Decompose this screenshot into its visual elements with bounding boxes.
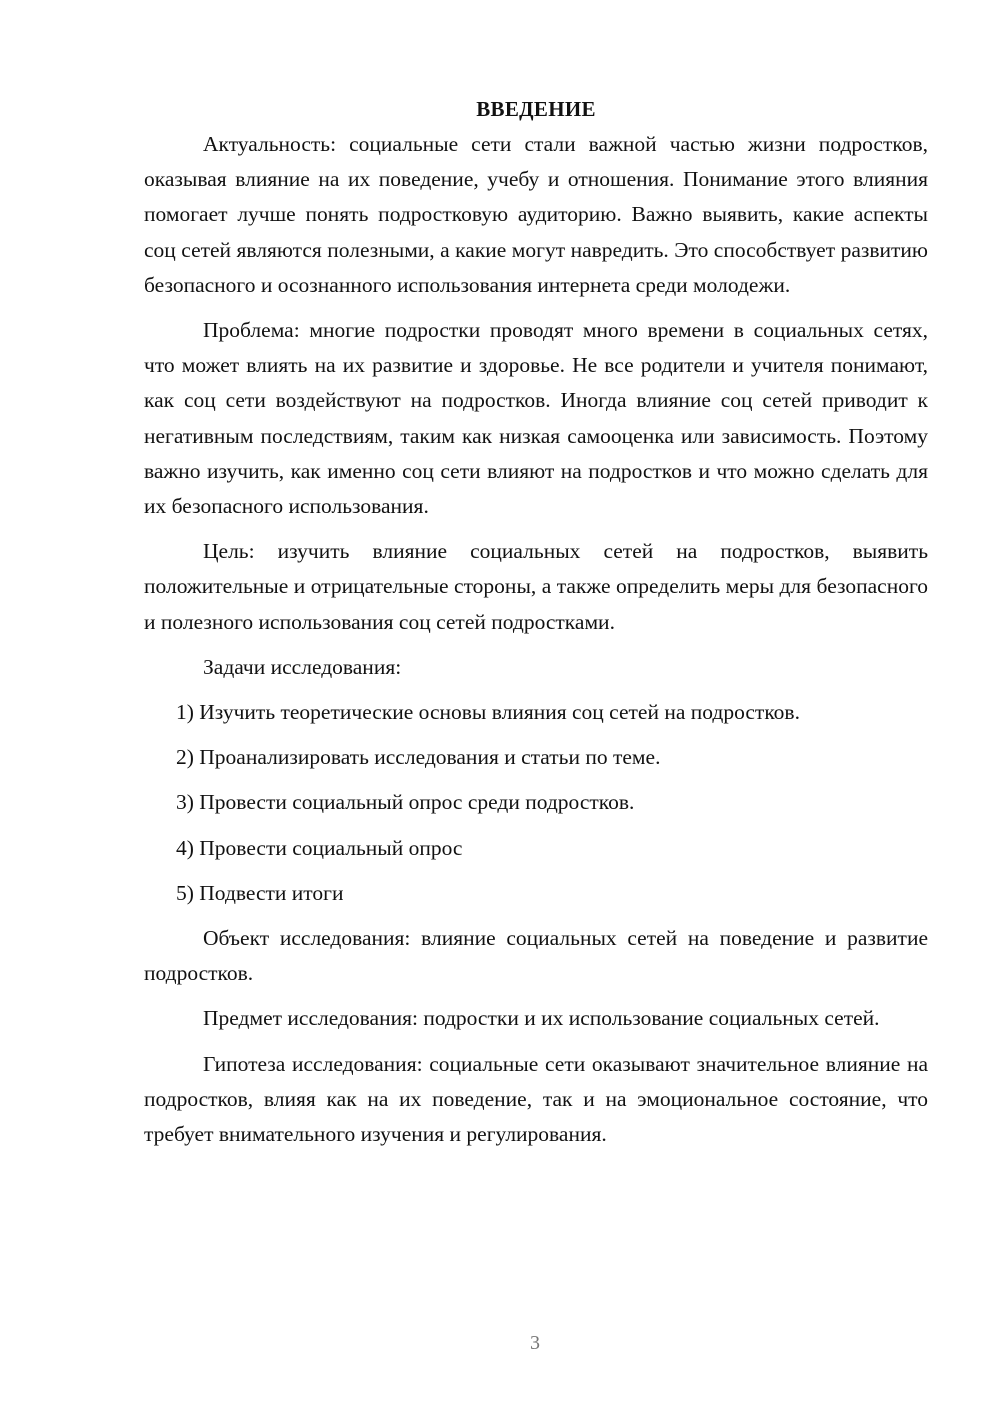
paragraph-goal: Цель: изучить влияние социальных сетей на подростков, выявить положительные и отрицательные стороны, а также определить меры для безопасного и полезного использования соц сетей подростками. xyxy=(144,539,928,634)
page-number: 3 xyxy=(530,1332,540,1354)
document-page xyxy=(144,92,928,1162)
paragraph-problem: Проблема: многие подростки проводят много времени в социальных сетях, что может влиять на их развитие и здоровье. Не все родители и учителя понимают, как соц сети воздействуют на подростков. Иногда влияние соц сетей приводит к негативным последствиям, таким как низкая самооценка или зависимость. Поэтому важно изучить, как именно соц сети влияют на подростков и что можно сделать для их безопасного использования. xyxy=(144,318,928,519)
tasks-heading: Задачи исследования: xyxy=(203,654,402,679)
task-item-5: 5) Подвести итоги xyxy=(176,880,344,905)
section-title: ВВЕДЕНИЕ xyxy=(476,97,596,121)
task-item-4: 4) Провести социальный опрос xyxy=(176,835,463,860)
paragraph-hypothesis: Гипотеза исследования: социальные сети оказывают значительное влияние на подростков, влияя как на их поведение, так и на эмоциональное состояние, что требует внимательного изучения и регулирования. xyxy=(144,1051,928,1147)
paragraph-object: Объект исследования: влияние социальных сетей на поведение и развитие подростков. xyxy=(144,926,928,986)
task-item-2: 2) Проанализировать исследования и статьи по теме. xyxy=(176,745,661,770)
task-item-1: 1) Изучить теоретические основы влияния соц сетей на подростков. xyxy=(176,700,800,725)
task-item-3: 3) Провести социальный опрос среди подростков. xyxy=(176,790,635,815)
paragraph-relevance: Актуальность: социальные сети стали важной частью жизни подростков, оказывая влияние на их поведение, учебу и отношения. Понимание этого влияния помогает лучше понять подростковую аудиторию. Важно выявить, какие аспекты соц сетей являются полезными, а какие могут навредить. Это способствует развитию безопасного и осознанного использования интернета среди молодежи. xyxy=(144,132,928,297)
paragraph-subject: Предмет исследования: подростки и их использование социальных сетей. xyxy=(203,1006,880,1031)
